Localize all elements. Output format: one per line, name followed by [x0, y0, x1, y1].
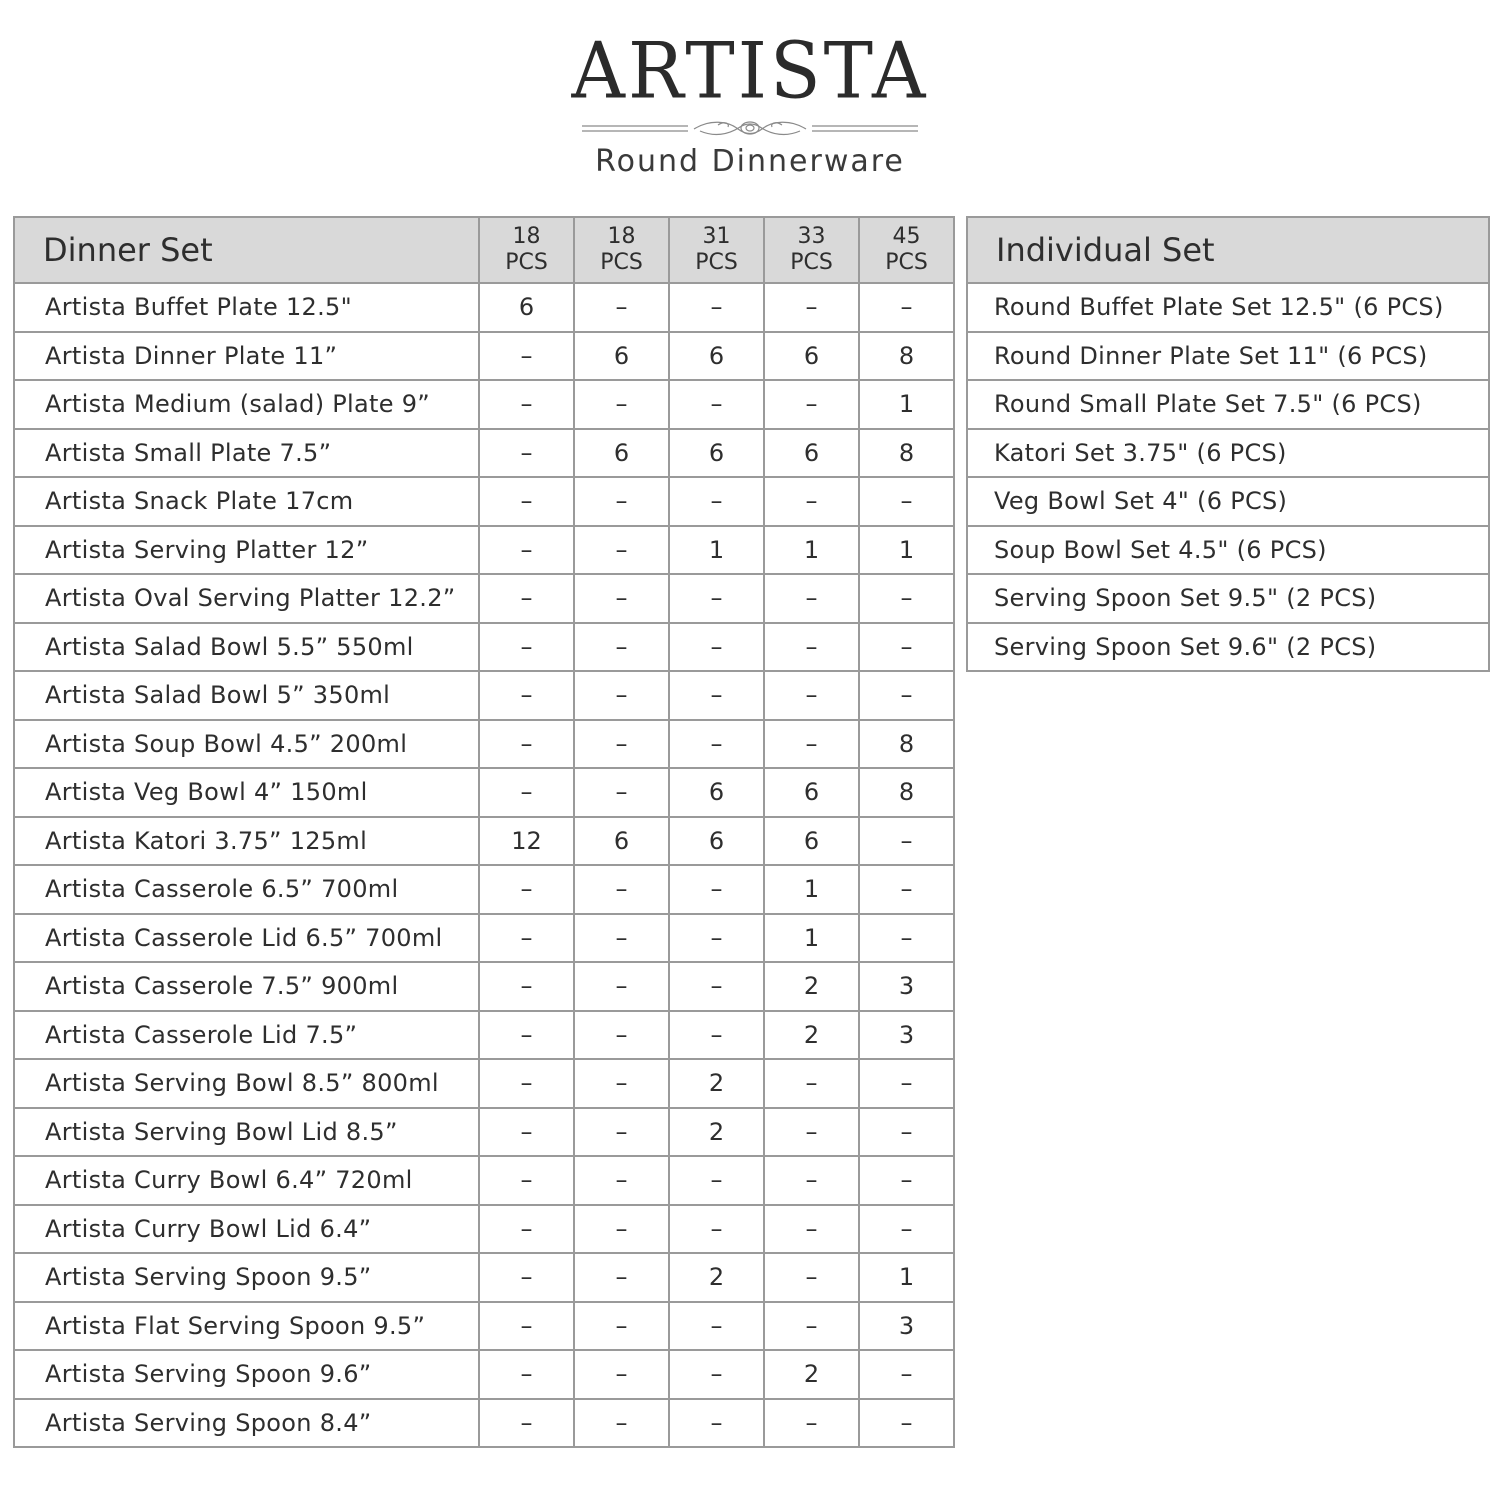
item-quantity: – — [669, 914, 764, 963]
individual-set-header-row — [967, 217, 1489, 283]
brand-header — [0, 0, 1500, 200]
item-quantity: 1 — [859, 526, 954, 575]
table-row — [967, 429, 1489, 478]
item-quantity: – — [574, 720, 669, 769]
item-quantity: – — [479, 865, 574, 914]
item-quantity: – — [764, 1156, 859, 1205]
individual-item: Round Small Plate Set 7.5" (6 PCS) — [967, 380, 1489, 429]
dinner-set-header-row — [14, 217, 954, 283]
item-name: Artista Casserole Lid 7.5” — [14, 1011, 479, 1060]
item-name: Artista Serving Spoon 8.4” — [14, 1399, 479, 1448]
item-quantity: 6 — [764, 768, 859, 817]
item-quantity: – — [574, 1156, 669, 1205]
item-quantity: – — [574, 1253, 669, 1302]
item-quantity: – — [669, 1011, 764, 1060]
item-quantity: – — [764, 1253, 859, 1302]
item-quantity: – — [669, 1350, 764, 1399]
item-name: Artista Snack Plate 17cm — [14, 477, 479, 526]
item-name: Artista Casserole Lid 6.5” 700ml — [14, 914, 479, 963]
item-quantity: 1 — [859, 1253, 954, 1302]
item-quantity: – — [574, 1059, 669, 1108]
item-quantity: 6 — [764, 332, 859, 381]
item-quantity: 6 — [669, 332, 764, 381]
item-quantity: 6 — [574, 429, 669, 478]
item-quantity: – — [574, 574, 669, 623]
set-size-unit: PCS — [600, 250, 643, 275]
item-quantity: – — [764, 1108, 859, 1157]
item-quantity: – — [574, 1350, 669, 1399]
item-quantity: – — [859, 1205, 954, 1254]
item-quantity: 12 — [479, 817, 574, 866]
item-quantity: – — [479, 477, 574, 526]
table-row — [967, 574, 1489, 623]
item-name: Artista Oval Serving Platter 12.2” — [14, 574, 479, 623]
table-row — [14, 1011, 954, 1060]
table-row — [14, 914, 954, 963]
item-quantity: – — [574, 380, 669, 429]
item-quantity: – — [574, 526, 669, 575]
brand-subtitle: Round Dinnerware — [595, 144, 905, 179]
brand-title: ARTISTA — [571, 25, 929, 117]
set-size-header — [574, 217, 669, 283]
item-quantity: – — [859, 865, 954, 914]
item-quantity: 1 — [764, 865, 859, 914]
item-quantity: – — [479, 1302, 574, 1351]
item-quantity: – — [859, 283, 954, 332]
table-row — [14, 962, 954, 1011]
item-name: Artista Curry Bowl Lid 6.4” — [14, 1205, 479, 1254]
item-quantity: – — [479, 720, 574, 769]
individual-item: Serving Spoon Set 9.6" (2 PCS) — [967, 623, 1489, 672]
item-quantity: – — [479, 962, 574, 1011]
item-quantity: – — [859, 671, 954, 720]
item-quantity: – — [574, 1399, 669, 1448]
table-row — [14, 817, 954, 866]
item-quantity: – — [479, 1059, 574, 1108]
set-size-count: 18 — [607, 224, 636, 250]
item-quantity: – — [479, 1108, 574, 1157]
individual-item: Round Dinner Plate Set 11" (6 PCS) — [967, 332, 1489, 381]
item-name: Artista Serving Bowl 8.5” 800ml — [14, 1059, 479, 1108]
individual-item: Soup Bowl Set 4.5" (6 PCS) — [967, 526, 1489, 575]
table-row — [14, 865, 954, 914]
table-row — [14, 1350, 954, 1399]
table-row — [14, 1399, 954, 1448]
item-quantity: 6 — [574, 817, 669, 866]
item-quantity: – — [859, 914, 954, 963]
set-size-header — [479, 217, 574, 283]
table-row — [14, 1253, 954, 1302]
item-quantity: – — [479, 914, 574, 963]
item-quantity: – — [479, 671, 574, 720]
item-quantity: – — [574, 914, 669, 963]
item-quantity: – — [764, 380, 859, 429]
item-quantity: 6 — [669, 817, 764, 866]
set-size-header — [764, 217, 859, 283]
table-row — [14, 671, 954, 720]
item-name: Artista Buffet Plate 12.5" — [14, 283, 479, 332]
set-size-count: 45 — [892, 224, 921, 250]
item-quantity: – — [859, 1350, 954, 1399]
item-name: Artista Serving Bowl Lid 8.5” — [14, 1108, 479, 1157]
item-quantity: 6 — [764, 817, 859, 866]
item-quantity: – — [669, 380, 764, 429]
item-quantity: 3 — [859, 1302, 954, 1351]
item-quantity: – — [479, 1399, 574, 1448]
item-quantity: 6 — [479, 283, 574, 332]
item-quantity: 8 — [859, 332, 954, 381]
item-quantity: – — [574, 1205, 669, 1254]
item-quantity: 2 — [669, 1108, 764, 1157]
table-row — [14, 526, 954, 575]
item-quantity: – — [574, 283, 669, 332]
individual-item: Round Buffet Plate Set 12.5" (6 PCS) — [967, 283, 1489, 332]
item-quantity: – — [859, 1156, 954, 1205]
item-quantity: 2 — [764, 1350, 859, 1399]
item-quantity: – — [574, 623, 669, 672]
item-quantity: 1 — [669, 526, 764, 575]
table-row — [14, 623, 954, 672]
item-quantity: 8 — [859, 429, 954, 478]
flourish-divider-icon — [578, 117, 922, 141]
item-name: Artista Dinner Plate 11” — [14, 332, 479, 381]
item-name: Artista Serving Spoon 9.6” — [14, 1350, 479, 1399]
item-quantity: – — [669, 623, 764, 672]
dinner-set-body — [14, 283, 954, 1447]
item-quantity: – — [859, 1399, 954, 1448]
item-quantity: – — [764, 623, 859, 672]
item-quantity: – — [479, 332, 574, 381]
individual-set-body — [967, 283, 1489, 671]
table-row — [14, 1059, 954, 1108]
item-quantity: – — [479, 623, 574, 672]
item-quantity: 6 — [669, 429, 764, 478]
set-size-count: 31 — [702, 224, 731, 250]
item-name: Artista Serving Spoon 9.5” — [14, 1253, 479, 1302]
table-row — [14, 720, 954, 769]
table-row — [967, 283, 1489, 332]
item-quantity: – — [764, 1399, 859, 1448]
item-quantity: 8 — [859, 720, 954, 769]
item-quantity: 1 — [859, 380, 954, 429]
item-name: Artista Medium (salad) Plate 9” — [14, 380, 479, 429]
item-name: Artista Casserole 7.5” 900ml — [14, 962, 479, 1011]
item-quantity: – — [574, 477, 669, 526]
item-quantity: – — [574, 1108, 669, 1157]
item-quantity: – — [479, 380, 574, 429]
table-row — [14, 429, 954, 478]
table-row — [967, 380, 1489, 429]
item-name: Artista Serving Platter 12” — [14, 526, 479, 575]
item-quantity: – — [764, 1302, 859, 1351]
item-quantity: 2 — [669, 1059, 764, 1108]
item-quantity: 2 — [764, 962, 859, 1011]
set-size-header — [669, 217, 764, 283]
table-row — [14, 1302, 954, 1351]
item-quantity: – — [764, 283, 859, 332]
item-quantity: – — [669, 720, 764, 769]
item-quantity: – — [669, 1205, 764, 1254]
table-row — [14, 477, 954, 526]
item-quantity: – — [669, 962, 764, 1011]
item-name: Artista Salad Bowl 5.5” 550ml — [14, 623, 479, 672]
item-quantity: – — [479, 1205, 574, 1254]
item-quantity: 1 — [764, 914, 859, 963]
item-name: Artista Casserole 6.5” 700ml — [14, 865, 479, 914]
table-row — [14, 1205, 954, 1254]
item-quantity: – — [479, 526, 574, 575]
table-row — [14, 283, 954, 332]
item-quantity: 6 — [669, 768, 764, 817]
item-quantity: – — [479, 574, 574, 623]
item-quantity: – — [479, 1156, 574, 1205]
table-row — [14, 574, 954, 623]
item-quantity: 6 — [764, 429, 859, 478]
set-size-unit: PCS — [695, 250, 738, 275]
item-quantity: – — [574, 865, 669, 914]
item-quantity: – — [764, 477, 859, 526]
set-size-count: 18 — [512, 224, 541, 250]
item-quantity: 2 — [669, 1253, 764, 1302]
item-quantity: – — [574, 1302, 669, 1351]
item-quantity: – — [764, 574, 859, 623]
item-name: Artista Soup Bowl 4.5” 200ml — [14, 720, 479, 769]
set-size-count: 33 — [797, 224, 826, 250]
table-row — [14, 1156, 954, 1205]
item-quantity: – — [859, 1108, 954, 1157]
table-row — [967, 526, 1489, 575]
item-name: Artista Curry Bowl 6.4” 720ml — [14, 1156, 479, 1205]
set-size-header — [859, 217, 954, 283]
item-name: Artista Salad Bowl 5” 350ml — [14, 671, 479, 720]
item-name: Artista Flat Serving Spoon 9.5” — [14, 1302, 479, 1351]
item-name: Artista Katori 3.75” 125ml — [14, 817, 479, 866]
item-quantity: – — [859, 477, 954, 526]
item-quantity: 3 — [859, 1011, 954, 1060]
item-quantity: – — [764, 720, 859, 769]
item-quantity: 2 — [764, 1011, 859, 1060]
item-quantity: – — [669, 671, 764, 720]
dinner-set-title: Dinner Set — [14, 217, 479, 283]
table-row — [14, 768, 954, 817]
item-quantity: – — [669, 283, 764, 332]
individual-item: Katori Set 3.75" (6 PCS) — [967, 429, 1489, 478]
item-quantity: 1 — [764, 526, 859, 575]
individual-item: Serving Spoon Set 9.5" (2 PCS) — [967, 574, 1489, 623]
item-quantity: – — [669, 1399, 764, 1448]
item-quantity: – — [479, 768, 574, 817]
set-size-unit: PCS — [505, 250, 548, 275]
item-quantity: – — [859, 623, 954, 672]
item-quantity: – — [669, 865, 764, 914]
item-quantity: – — [859, 1059, 954, 1108]
item-quantity: – — [479, 429, 574, 478]
item-quantity: – — [479, 1350, 574, 1399]
table-row — [967, 477, 1489, 526]
set-size-unit: PCS — [790, 250, 833, 275]
individual-set-title: Individual Set — [967, 217, 1489, 283]
set-size-unit: PCS — [885, 250, 928, 275]
item-quantity: – — [764, 1059, 859, 1108]
item-quantity: – — [859, 817, 954, 866]
item-quantity: – — [669, 1156, 764, 1205]
item-name: Artista Veg Bowl 4” 150ml — [14, 768, 479, 817]
table-row — [14, 1108, 954, 1157]
item-quantity: 3 — [859, 962, 954, 1011]
item-quantity: – — [574, 768, 669, 817]
item-quantity: – — [669, 477, 764, 526]
item-quantity: – — [479, 1253, 574, 1302]
item-quantity: – — [574, 671, 669, 720]
item-quantity: – — [574, 962, 669, 1011]
item-quantity: – — [764, 671, 859, 720]
item-quantity: – — [574, 1011, 669, 1060]
item-quantity: 6 — [574, 332, 669, 381]
table-row — [14, 380, 954, 429]
dinner-set-table — [13, 216, 955, 1448]
item-quantity: – — [669, 1302, 764, 1351]
item-quantity: – — [479, 1011, 574, 1060]
item-quantity: 8 — [859, 768, 954, 817]
item-quantity: – — [764, 1205, 859, 1254]
table-row — [967, 623, 1489, 672]
table-row — [967, 332, 1489, 381]
item-quantity: – — [859, 574, 954, 623]
table-row — [14, 332, 954, 381]
item-quantity: – — [669, 574, 764, 623]
item-name: Artista Small Plate 7.5” — [14, 429, 479, 478]
individual-item: Veg Bowl Set 4" (6 PCS) — [967, 477, 1489, 526]
individual-set-table — [966, 216, 1490, 672]
